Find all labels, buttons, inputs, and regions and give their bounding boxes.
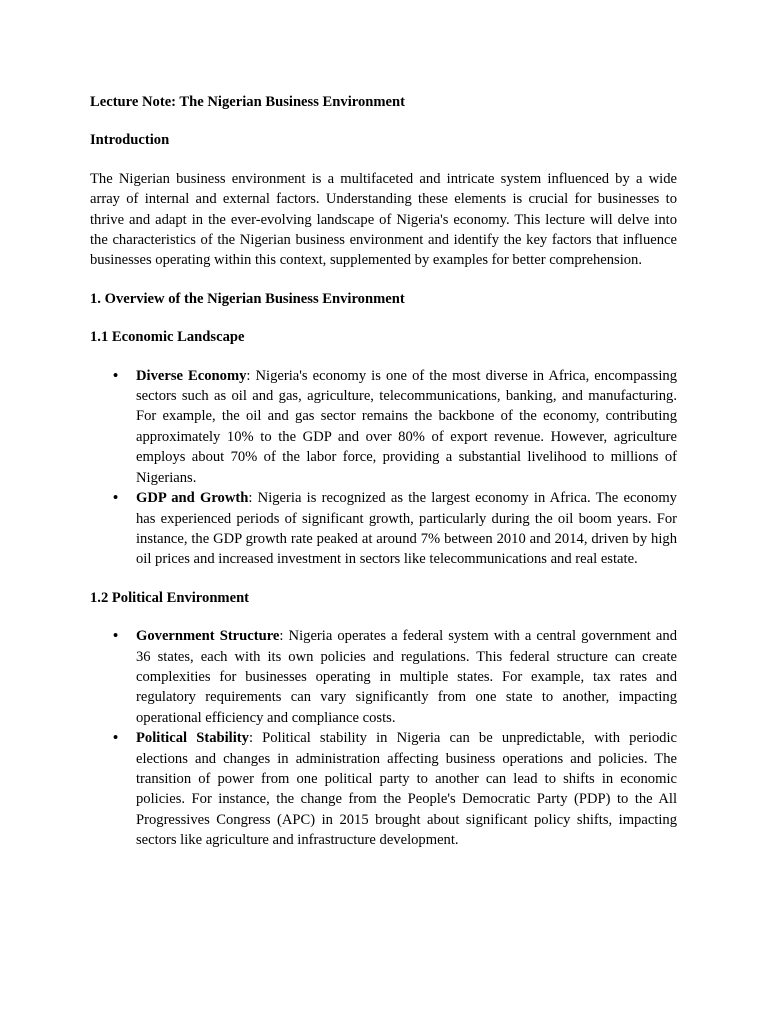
political-environment-list [90, 626, 677, 850]
list-item-term: Political Stability [136, 730, 249, 747]
bullet-icon: • [113, 628, 119, 645]
intro-heading: Introduction [90, 132, 170, 149]
subsection-1-1-heading: 1.1 Economic Landscape [90, 329, 245, 346]
list-item [113, 728, 677, 850]
section-1-heading: 1. Overview of the Nigerian Business Environment [90, 290, 405, 307]
subsection-1-2-heading: 1.2 Political Environment [90, 589, 250, 606]
economic-landscape-list [90, 366, 677, 570]
list-item [113, 488, 677, 570]
bullet-icon: • [113, 730, 119, 747]
list-item-text: : Political stability in Nigeria can be unpredictable, with periodic elections and changes in administration affecting business operations and policies. The transition of power from one political party to another can lead to shifts in economic policies. For instance, the change from the People's Democratic Party (PDP) to the All Progressives Congress (APC) in 2015 brought about significant policy shifts, impacting sectors like agriculture and infrastructure development. [136, 730, 677, 849]
list-item-term: Diverse Economy [136, 367, 247, 384]
document-page [90, 92, 677, 869]
list-item [113, 626, 677, 728]
document-title: Lecture Note: The Nigerian Business Environment [90, 94, 405, 110]
bullet-icon: • [113, 490, 119, 507]
list-item [113, 366, 677, 488]
list-item-term: Government Structure [136, 628, 280, 645]
list-item-text: : Nigeria operates a federal system with a central government and 36 states, each with its own policies and regulations. This federal structure can create complexities for businesses operating in multiple states. For example, tax rates and regulatory requirements can vary significantly from one state to another, impacting operational efficiency and compliance costs. [136, 628, 677, 726]
bullet-icon: • [113, 367, 119, 384]
intro-paragraph: The Nigerian business environment is a multifaceted and intricate system influenced by a wide array of internal and external factors. Understanding these elements is crucial for businesses to thrive and adapt in the ever-evolving landscape of Nigeria's economy. This lecture will delve into the characteristics of the Nigerian business environment and identify the key factors that influence businesses operating within this context, supplemented by examples for better comprehension. [90, 170, 677, 269]
list-item-text: : Nigeria is recognized as the largest economy in Africa. The economy has experienced periods of significant growth, particularly during the oil boom years. For instance, the GDP growth rate peaked at around 7% between 2010 and 2014, driven by high oil prices and increased investment in sectors like telecommunications and real estate. [136, 490, 677, 568]
list-item-text: : Nigeria's economy is one of the most diverse in Africa, encompassing sectors such as oil and gas, agriculture, telecommunications, banking, and manufacturing. For example, the oil and gas sector remains the backbone of the economy, contributing approximately 10% to the GDP and over 80% of export revenue. However, agriculture employs about 70% of the labor force, providing a substantial livelihood to millions of Nigerians. [136, 367, 677, 486]
list-item-term: GDP and Growth [136, 490, 249, 507]
